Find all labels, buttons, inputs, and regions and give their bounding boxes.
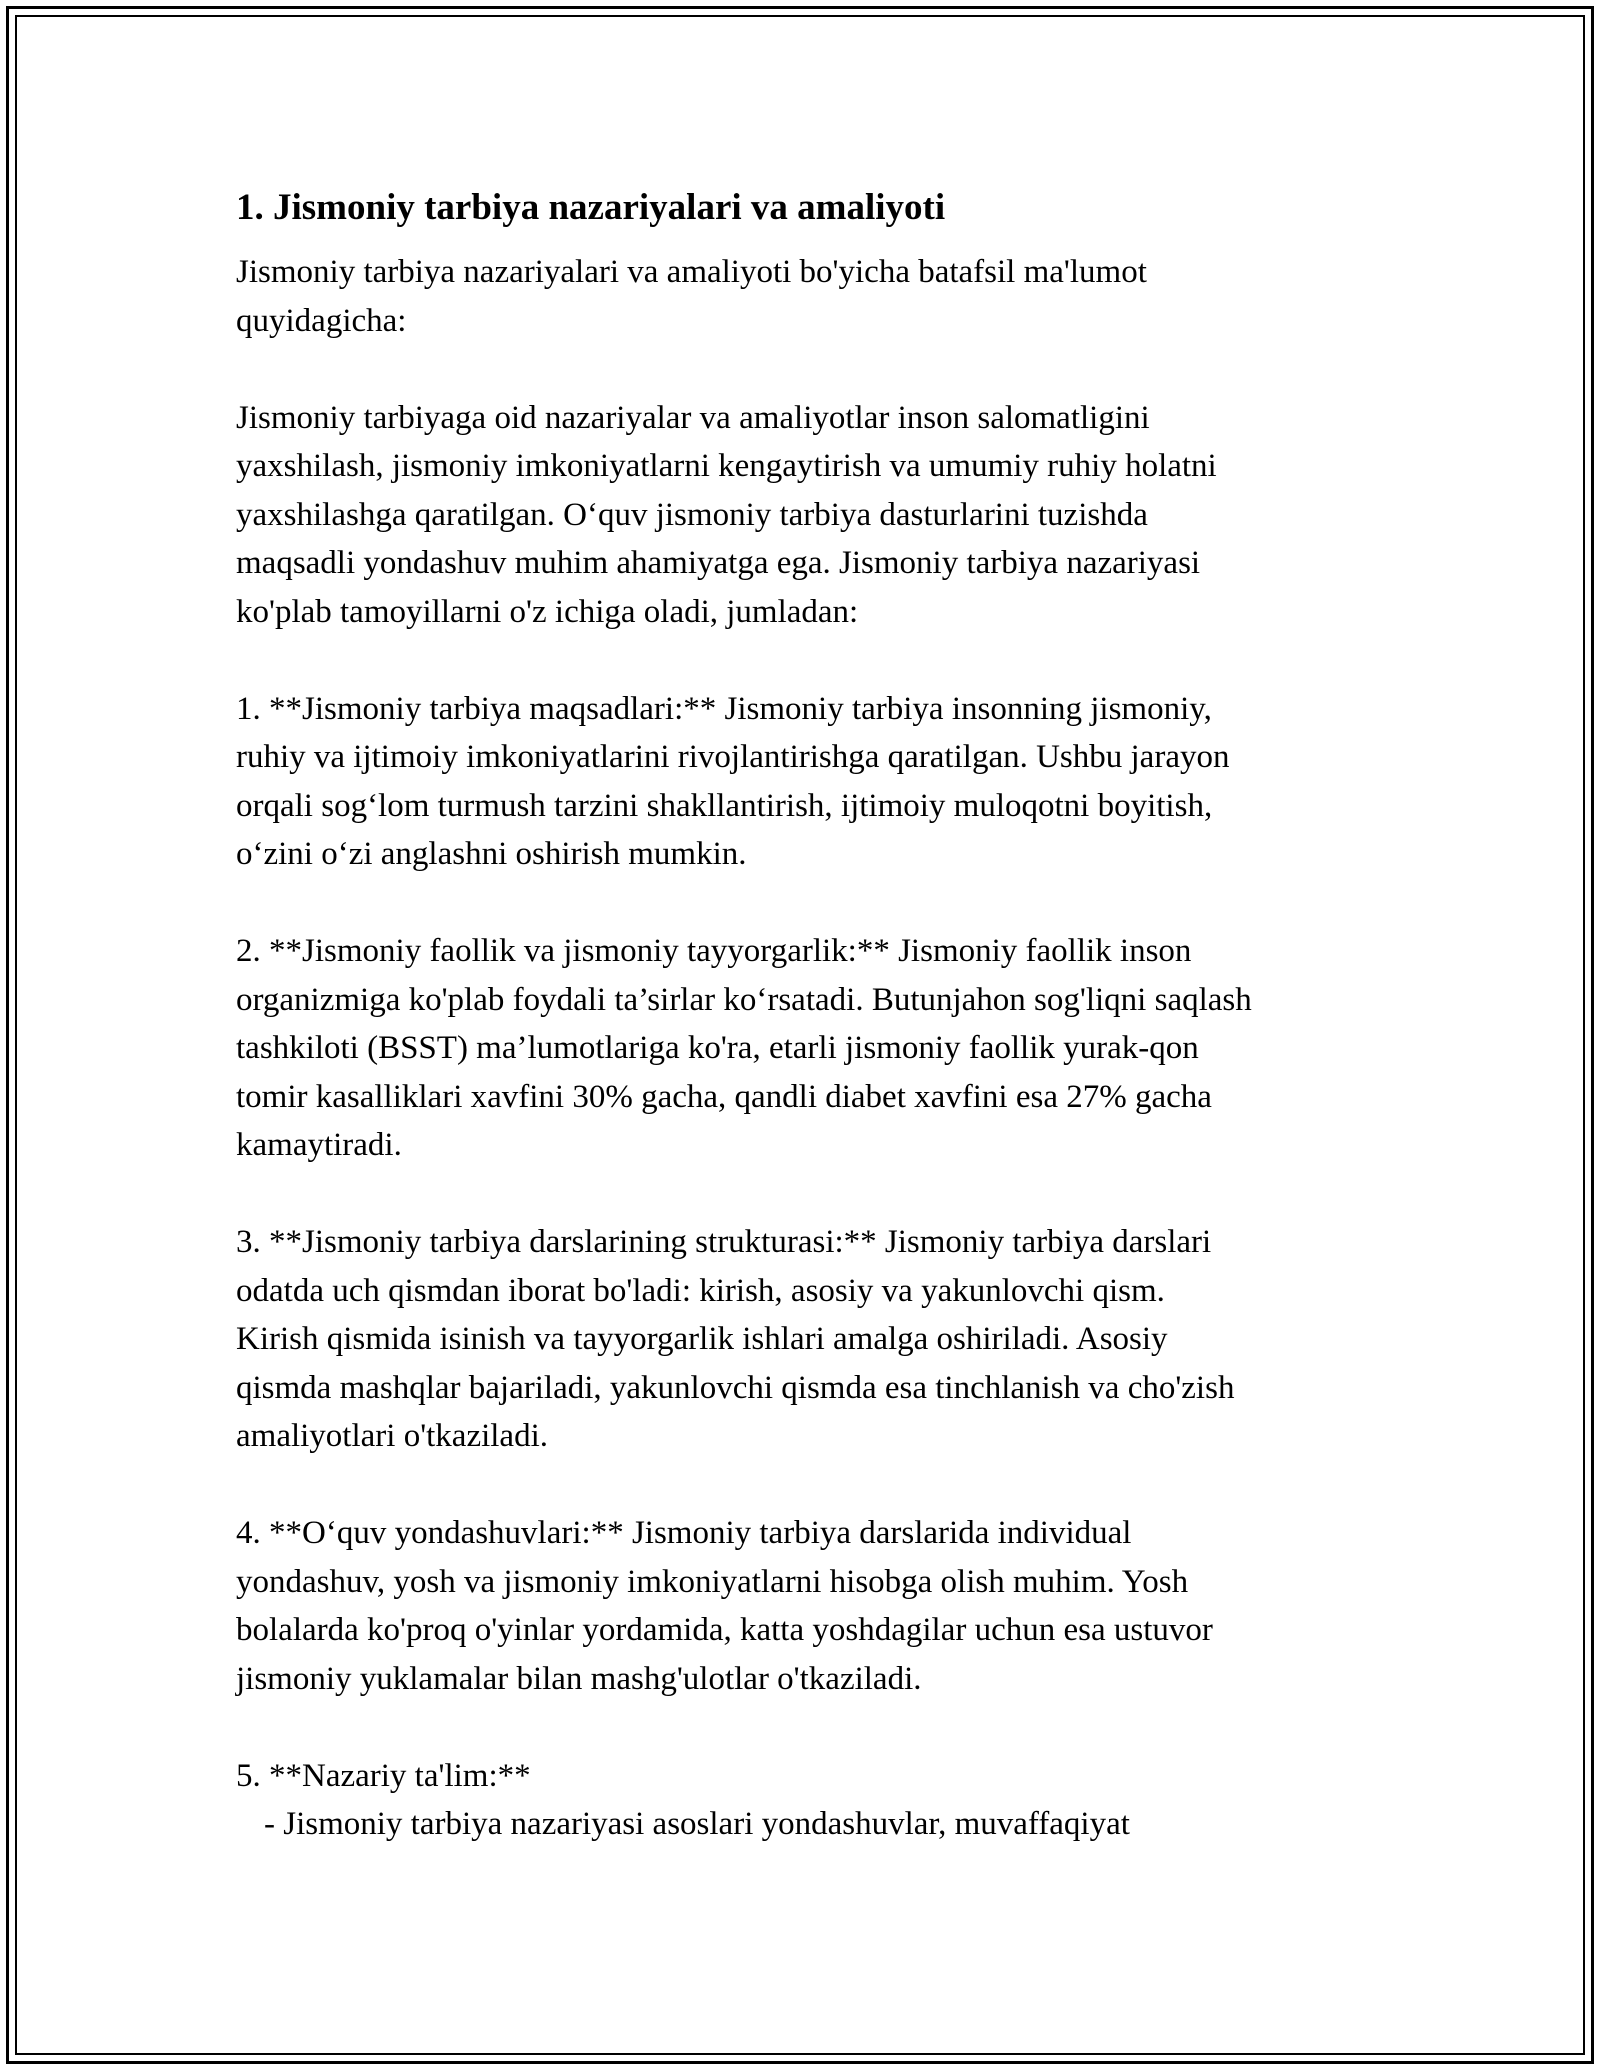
text-line: ko'plab tamoyillarni o'z ichiga oladi, jumladan: [236,593,859,630]
text-line: 3. **Jismoniy tarbiya darslarining strukturasi:** Jismoniy tarbiya darslari [236,1224,1212,1260]
text-line: yaxshilashga qaratilgan. O‘quv jismoniy tarbiya dasturlarini tuzishda [236,496,1148,533]
text-line: qismda mashqlar bajariladi, yakunlovchi qismda esa tinchlanish va cho'zish [236,1369,1235,1406]
list-item-5-title: 5. **Nazariy ta'lim:** [236,1757,531,1794]
overview-paragraph [236,394,1386,637]
text-line: quyidagicha: [236,302,407,339]
text-line: Kirish qismida isinish va tayyorgarlik ishlari amalga oshiriladi. Asosiy [236,1321,1168,1357]
text-line: odatda uch qismdan iborat bo'ladi: kirish, asosiy va yakunlovchi qism. [236,1272,1165,1309]
text-line: 1. **Jismoniy tarbiya maqsadlari:** Jismoniy tarbiya insonning jismoniy, [236,690,1212,727]
intro-paragraph [236,248,1386,345]
text-line: 2. **Jismoniy faollik va jismoniy tayyorgarlik:** Jismoniy faollik inson [236,933,1192,969]
list-item-4 [236,1509,1386,1703]
text-line: yondashuv, yosh va jismoniy imkoniyatlarni hisobga olish muhim. Yosh [236,1563,1189,1600]
text-line: tashkiloti (BSST) ma’lumotlariga ko'ra, etarli jismoniy faollik yurak-qon [236,1030,1199,1066]
list-item-5-subpoint: - Jismoniy tarbiya nazariyasi asoslari yondashuvlar, muvaffaqiyat [264,1806,1130,1842]
list-item-5 [236,1752,1386,1849]
text-line: yaxshilash, jismoniy imkoniyatlarni kengaytirish va umumiy ruhiy holatni [236,448,1217,484]
text-line: maqsadli yondashuv muhim ahamiyatga ega. Jismoniy tarbiya nazariyasi [236,545,1201,581]
list-item-2 [236,927,1386,1170]
text-line: jismoniy yuklamalar bilan mashg'ulotlar o'tkaziladi. [236,1660,922,1697]
document-heading: 1. Jismoniy tarbiya nazariyalari va amaliyoti [236,187,946,228]
list-item-3 [236,1218,1386,1461]
text-line: tomir kasalliklari xavfini 30% gacha, qandli diabet xavfini esa 27% gacha [236,1078,1212,1115]
text-line: o‘zini o‘zi anglashni oshirish mumkin. [236,836,747,872]
text-line: 4. **O‘quv yondashuvlari:** Jismoniy tarbiya darslarida individual [236,1515,1132,1551]
list-item-1 [236,685,1386,879]
text-line: ruhiy va ijtimoiy imkoniyatlarini rivojlantirishga qaratilgan. Ushbu jarayon [236,739,1230,775]
text-line: organizmiga ko'plab foydali ta’sirlar ko‘rsatadi. Butunjahon sog'liqni saqlash [236,981,1252,1018]
text-line: Jismoniy tarbiya nazariyalari va amaliyoti bo'yicha batafsil ma'lumot [236,254,1147,290]
text-line: kamaytiradi. [236,1127,402,1163]
text-line: Jismoniy tarbiyaga oid nazariyalar va amaliyotlar inson salomatligini [236,399,1150,436]
text-line: orqali sog‘lom turmush tarzini shakllantirish, ijtimoiy muloqotni boyitish, [236,787,1213,824]
text-line: amaliyotlari o'tkaziladi. [236,1418,549,1454]
text-line: bolalarda ko'proq o'yinlar yordamida, katta yoshdagilar uchun esa ustuvor [236,1612,1213,1648]
document-page [236,186,1386,1849]
